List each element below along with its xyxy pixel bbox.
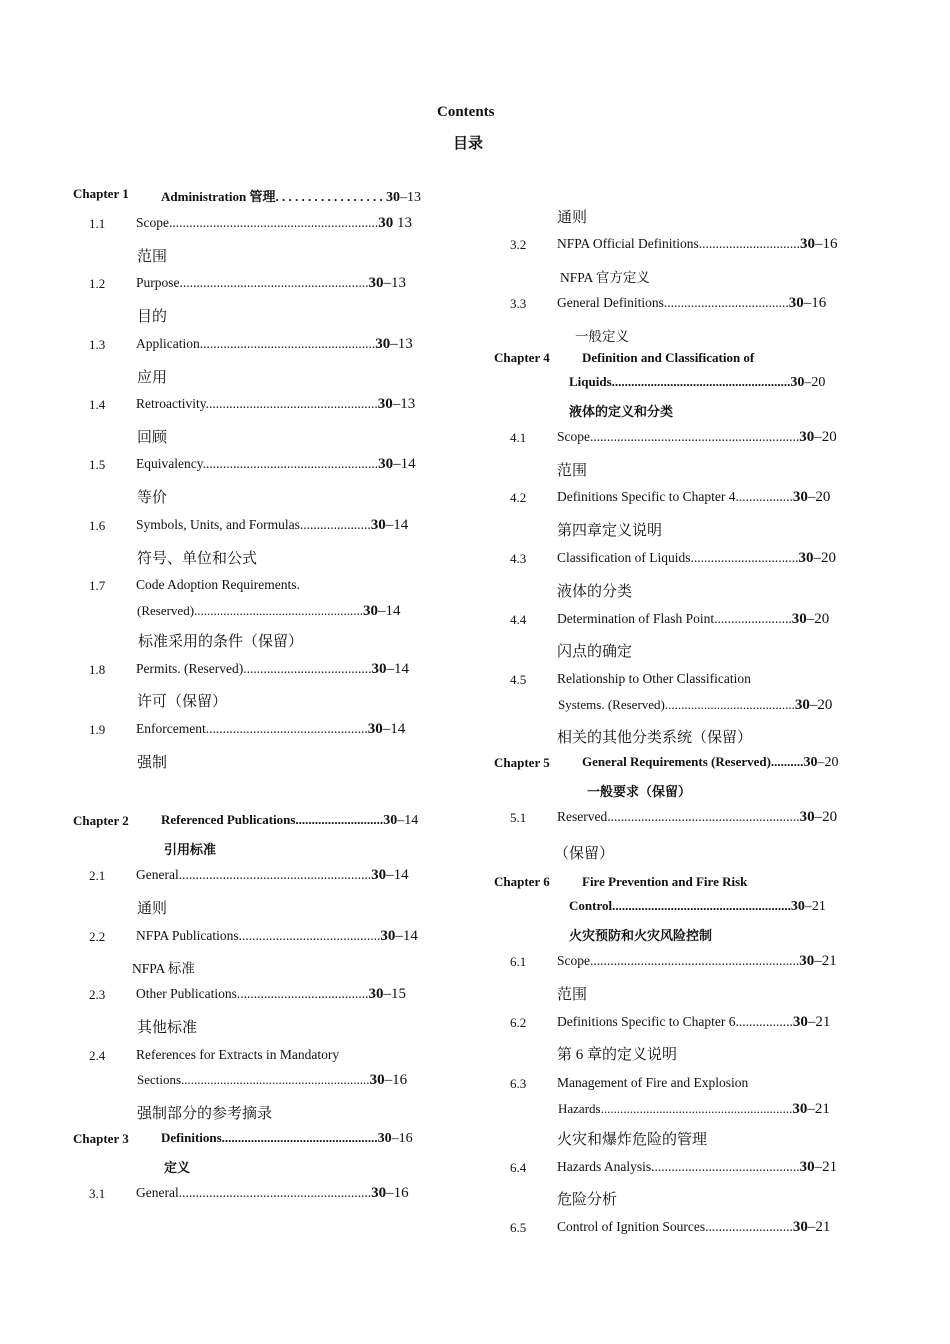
toc-entry-cn: 相关的其他分类系统（保留） [557,730,753,746]
page-ref: 30–14 [367,721,406,737]
toc-entry-cn: 第 6 章的定义说明 [557,1047,678,1063]
page-ref: 30–13 [377,396,416,412]
toc-entry-cn: 目的 [137,309,168,325]
chapter-6-cn: 火灾预防和火灾风险控制 [569,928,713,943]
page-ref: 30–13 [368,275,406,291]
section-number: 3.3 [510,296,527,311]
chapter-2-entry[interactable]: Referenced Publications...........................30–14 [161,812,419,828]
page-ref: 30 13 [378,215,412,231]
toc-entry-6-5[interactable]: Control of Ignition Sources..........................30–21 [557,1219,831,1235]
section-number: 2.3 [89,987,106,1002]
toc-entry-6-1[interactable]: Scope..............................................................30–21 [557,953,837,969]
toc-entry-cn: 通则 [137,901,168,917]
section-number: 1.4 [89,397,106,412]
toc-entry-cn: 符号、单位和公式 [137,551,258,567]
section-number: 6.2 [510,1015,527,1030]
toc-entry-6-4[interactable]: Hazards Analysis............................................30–21 [557,1159,838,1175]
toc-entry-3-3[interactable]: General Definitions.....................................30–16 [557,295,827,311]
page-ref: 30–21 [792,1219,831,1235]
chapter-1-entry[interactable] [161,186,421,206]
page-ref: 30–20 [799,429,837,445]
toc-entry-1-1[interactable]: Scope..............................................................30 13 [136,215,412,231]
page-ref: 30–20 [799,809,838,825]
page-ref: 30–20 [798,550,836,566]
page-ref: 30–21 [792,1101,830,1117]
section-number: 1.7 [89,578,106,593]
chapter-1-page: 30–13 [385,190,421,205]
toc-entry-1-2[interactable]: Purpose........................................................30–13 [136,275,406,291]
section-number: 2.4 [89,1048,106,1063]
page-ref: 30–14 [363,603,401,619]
toc-entry-4-2[interactable]: Definitions Specific to Chapter 4.................30–20 [557,489,831,505]
chapter-6-title[interactable]: Fire Prevention and Fire Risk [582,874,748,889]
page-ref: 30–14 [371,867,409,883]
section-number: 1.5 [89,457,106,472]
toc-entry-4-4[interactable]: Determination of Flash Point.......................30–20 [557,611,830,627]
page-ref: 30–21 [792,1014,831,1030]
toc-entry-cn: 范围 [137,249,168,265]
toc-entry-cn: 第四章定义说明 [557,523,663,539]
section-number: 1.3 [89,337,106,352]
page-ref: 30–21 [799,953,837,969]
page-ref: 30–14 [383,813,419,828]
toc-entry-cn: 回顾 [137,430,168,446]
page-ref: 30–15 [368,986,406,1002]
toc-entry-3-2[interactable]: NFPA Official Definitions..............................30–16 [557,236,838,252]
toc-entry-1-7-cont[interactable]: (Reserved)....................................................30–14 [137,603,401,619]
contents-title: Contents [437,104,495,120]
toc-entry-cn: NFPA 官方定义 [560,270,650,285]
page-ref: 30–14 [380,928,418,944]
chapter-6-label: Chapter 6 [494,874,550,889]
section-number: 1.9 [89,722,106,737]
page-ref: 30–16 [369,1072,408,1088]
chapter-5-label: Chapter 5 [494,755,550,770]
page-ref: 30–14 [378,456,416,472]
page-ref: 30–20 [794,697,833,713]
toc-entry-cn: 火灾和爆炸危险的管理 [557,1132,708,1148]
toc-entry-cn: 危险分析 [557,1192,618,1208]
toc-entry-2-2[interactable]: NFPA Publications..........................................30–14 [136,928,418,944]
toc-entry-3-1[interactable]: General.........................................................30–16 [136,1185,409,1201]
section-number: 4.3 [510,551,527,566]
section-number: 3.2 [510,237,527,252]
toc-entry-2-1[interactable]: General.........................................................30–14 [136,867,409,883]
section-number: 2.2 [89,929,106,944]
toc-entry-cn: 等价 [137,490,168,506]
section-number: 1.6 [89,518,106,533]
toc-entry-cn: 液体的分类 [557,584,633,600]
page-ref: 30–14 [370,517,409,533]
page-ref: 30–20 [792,489,831,505]
toc-entry-cn: 一般定义 [575,329,629,344]
toc-entry-cn: 应用 [137,370,168,386]
page-ref: 30–16 [377,1131,413,1146]
section-number: 4.1 [510,430,527,445]
toc-entry-cn: NFPA 标准 [132,961,195,976]
toc-entry-2-3[interactable]: Other Publications.......................................30–15 [136,986,406,1002]
toc-entry-cn: （保留） [554,846,615,862]
page-ref: 30–16 [800,236,838,252]
toc-entry-1-9[interactable]: Enforcement................................................30–14 [136,721,406,737]
section-number: 6.1 [510,954,527,969]
toc-entry-5-1[interactable]: Reserved.........................................................30–20 [557,809,838,825]
toc-entry-4-5[interactable]: Relationship to Other Classification [557,671,751,686]
page-ref: 30–16 [371,1185,409,1201]
toc-entry-6-3-cont[interactable]: Hazards...........................................................30–21 [558,1101,830,1117]
chapter-1-label: Chapter 1 [73,186,129,201]
page-ref: 30–20 [790,375,826,390]
page-ref: 30–21 [790,899,826,914]
section-number: 6.5 [510,1220,527,1235]
chapter-4-title[interactable]: Definition and Classification of [582,350,755,365]
page-ref: 30–21 [799,1159,838,1175]
chapter-1-title: Administration 管理. . . . . . . . . . . . . . . . . [161,189,386,204]
toc-entry-4-5-cont[interactable]: Systems. (Reserved)........................................30–20 [558,697,833,713]
chapter-5-entry[interactable]: General Requirements (Reserved)..........30–20 [582,754,839,770]
toc-entry-4-1[interactable]: Scope..............................................................30–20 [557,429,837,445]
section-number: 6.4 [510,1160,527,1175]
chapter-4-cn: 液体的定义和分类 [569,404,674,419]
toc-entry-cn: 范围 [557,987,588,1003]
chapter-3-entry[interactable]: Definitions................................................30–16 [161,1130,413,1146]
toc-entry-1-7[interactable]: Code Adoption Requirements. [136,577,300,592]
page-ref: 30–20 [791,611,830,627]
section-number: 2.1 [89,868,106,883]
toc-entry-1-5[interactable]: Equivalency....................................................30–14 [136,456,416,472]
toc-entry-2-4-cont[interactable]: Sections..........................................................30–16 [137,1072,408,1088]
chapter-5-cn: 一般要求（保留） [587,784,692,799]
chapter-6-entry[interactable]: Control.......................................................30–21 [569,898,826,914]
section-number: 4.4 [510,612,527,627]
toc-entry-cn: 强制 [137,755,168,771]
toc-entry-1-3[interactable]: Application....................................................30–13 [136,336,413,352]
contents-title-cn: 目录 [453,136,484,152]
section-number: 1.1 [89,216,106,231]
chapter-4-entry[interactable]: Liquids.......................................................30–20 [569,374,826,390]
toc-entry-cn: 许可（保留） [137,694,228,710]
page-ref: 30–13 [375,336,413,352]
chapter-3-label: Chapter 3 [73,1131,129,1146]
chapter-4-label: Chapter 4 [494,350,550,365]
section-number: 6.3 [510,1076,527,1091]
section-number: 5.1 [510,810,527,825]
page-ref: 30–20 [803,755,839,770]
toc-entry-cn: 标准采用的条件（保留） [138,634,304,650]
toc-entry-cn: 通则 [557,210,588,226]
section-number: 4.5 [510,672,527,687]
toc-entry-cn: 其他标准 [137,1020,198,1036]
section-number: 1.2 [89,276,106,291]
toc-entry-6-3[interactable]: Management of Fire and Explosion [557,1075,749,1090]
toc-entry-cn: 强制部分的参考摘录 [137,1106,273,1122]
toc-entry-6-2[interactable]: Definitions Specific to Chapter 6.................30–21 [557,1014,831,1030]
section-number: 3.1 [89,1186,106,1201]
page-ref: 30–14 [371,661,409,677]
toc-entry-1-8[interactable]: Permits. (Reserved)......................................30–14 [136,661,409,677]
chapter-2-label: Chapter 2 [73,813,129,828]
chapter-3-cn: 定义 [164,1160,191,1175]
toc-entry-1-4[interactable]: Retroactivity...................................................30–13 [136,396,416,412]
toc-entry-cn: 闪点的确定 [557,644,633,660]
toc-entry-1-6[interactable]: Symbols, Units, and Formulas.....................30–14 [136,517,409,533]
chapter-2-cn: 引用标准 [164,842,217,857]
page-ref: 30–16 [788,295,827,311]
toc-entry-4-3[interactable]: Classification of Liquids................................30–20 [557,550,836,566]
section-number: 1.8 [89,662,106,677]
toc-entry-cn: 范围 [557,463,588,479]
section-number: 4.2 [510,490,527,505]
toc-entry-2-4[interactable]: References for Extracts in Mandatory [136,1047,340,1062]
